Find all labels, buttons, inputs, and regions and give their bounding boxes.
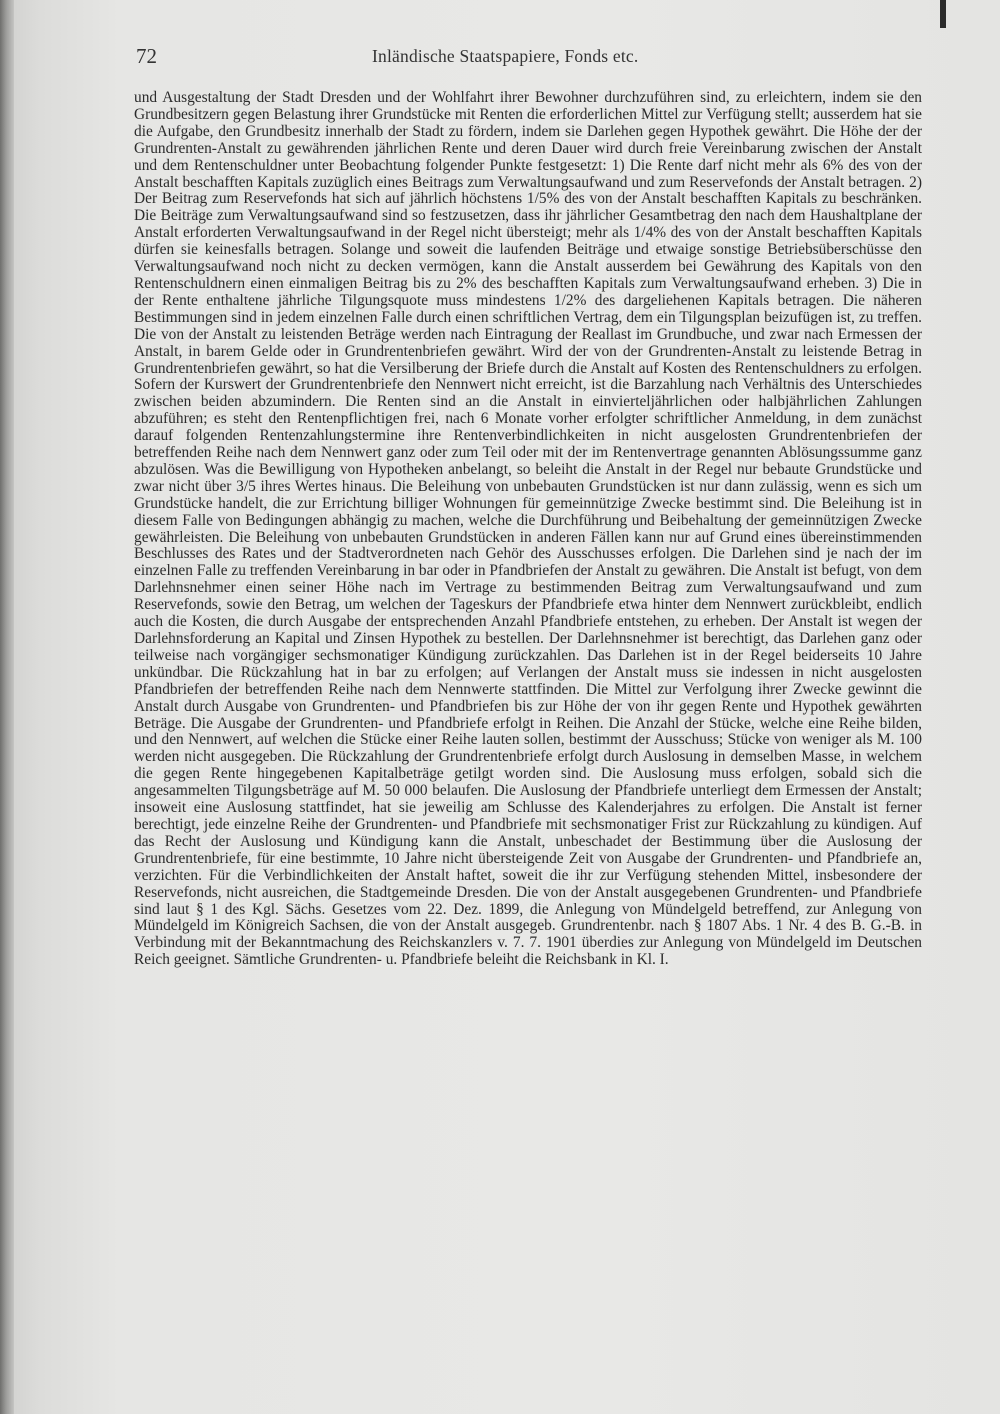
book-binding-shadow — [0, 0, 14, 1414]
scan-edge-mark — [940, 0, 946, 28]
page-number: 72 — [136, 44, 157, 68]
body-paragraph: und Ausgestaltung der Stadt Dresden und der Wohlfahrt ihrer Bewohner durchzuführen sind, zu erleichtern, indem sie den Grundbesitzern gegen Belastung ihrer Grundstücke mit Renten die erforderlichen Mittel zur Verfügung stellt; ausserdem hat sie die Aufgabe, den Grundbesitz innerhalb der Stadt zu fördern, indem sie Darlehen gegen Hypothek gewährt. Die Höhe der der Grundrenten-Anstalt zu gewährenden jährlichen Rente und deren Dauer wird durch freie Vereinbarung zwischen der Anstalt und dem Rentenschuldner unter Beobachtung folgender Punkte festgesetzt: 1) Die Rente darf nicht mehr als 6% des von der Anstalt beschafften Kapitals zuzüglich eines Beitrags zum Verwaltungsaufwand und zum Reservefonds der Anstalt betragen. 2) Der Beitrag zum Reservefonds hat sich auf jährlich höchstens 1/5% des von der Anstalt beschafften Kapitals zu beschränken. Die Beiträge zum Verwaltungsaufwand sind so festzusetzen, dass ihr jährlicher Gesamtbetrag den nach dem Haushaltplane der Anstalt erforderten Verwaltungsaufwand in der Regel nicht übersteigt; mehr als 1/4% des von der Anstalt beschafften Kapitals dürfen sie keinesfalls betragen. Solange und soweit die laufenden Beiträge und etwaige sonstige Betriebsüberschüsse den Verwaltungsaufwand noch nicht zu decken vermögen, kann die Anstalt ausserdem bei Gewährung des Kapitals von den Rentenschuldnern einen einmaligen Beitrag bis zu 2% des beschafften Kapitals zum Verwaltungsaufwand erheben. 3) Die in der Rente enthaltene jährliche Tilgungsquote muss mindestens 1/2% des dargeliehenen Kapitals betragen. Die näheren Bestimmungen sind in jedem einzelnen Falle durch einen schriftlichen Vertrag, dem ein Tilgungsplan beizufügen ist, zu treffen. Die von der Anstalt zu leistenden Beträge werden nach Eintragung der Reallast im Grundbuche, und zwar nach Ermessen der Anstalt, in barem Gelde oder in Grundrentenbriefen gewährt. Wird der von der Grundrenten-Anstalt zu leistende Betrag in Grundrentenbriefen gewährt, so hat die Versilberung der Briefe durch die Anstalt auf Kosten des Rentenschuldners zu erfolgen. Sofern der Kurswert der Grundrentenbriefe den Nennwert nicht erreicht, ist die Barzahlung nach Verhältnis des Unterschiedes zwischen beiden abzumindern. Die Renten sind an die Anstalt in einvierteljährlichen oder halbjährlichen Zahlungen abzuführen; es steht den Rentenpflichtigen frei, nach 6 Monate vorher erfolgter schriftlicher Anmeldung, in dem zunächst darauf folgenden Rentenzahlungstermine ihre Rentenverbindlichkeiten in nicht ausgelosten Grundrentenbriefen der betreffenden Reihe nach dem Nennwert ganz oder zum Teil oder mit der im Rentenvertrage genannten Ablösungssumme ganz abzulösen. Was die Bewilligung von Hypotheken anbelangt, so beleiht die Anstalt in der Regel nur bebaute Grundstücke und zwar nicht über 3/5 ihres Wertes hinaus. Die Beleihung von unbebauten Grundstücken ist nur dann zulässig, wenn es sich um Grundstücke handelt, die zur Errichtung billiger Wohnungen für gemeinnützige Zwecke bestimmt sind. Die Beleihung ist in diesem Falle von Bedingungen abhängig zu machen, welche die Durchführung und Beibehaltung der gemeinnützigen Zwecke gewährleisten. Die Beleihung von unbebauten Grundstücken in anderen Fällen kann nur auf Grund eines übereinstimmenden Beschlusses des Rates und der Stadtverordneten nach Gehör des Ausschusses erfolgen. Die Darlehen sind je nach der im einzelnen Falle zu treffenden Vereinbarung in bar oder in Pfandbriefen der Anstalt zu gewähren. Die Anstalt ist befugt, von dem Darlehnsnehmer einen seiner Höhe nach im Vertrage zu bestimmenden Beitrag zum Verwaltungsaufwand und zum Reservefonds, sowie den Betrag, um welchen der Tageskurs der Pfandbriefe etwa hinter dem Nennwert zurückbleibt, endlich auch die Kosten, die durch Ausgabe der entsprechenden Anzahl Pfandbriefe entstehen, zu erheben. Der Anstalt ist wegen der Darlehnsforderung an Kapital und Zinsen Hypothek zu bestellen. Der Darlehnsnehmer ist berechtigt, das Darlehen ganz oder teilweise nach vorgängiger sechsmonatiger Kündigung zurückzahlen. Das Darlehen ist in der Regel beiderseits 10 Jahre unkündbar. Die Rückzahlung hat in bar zu erfolgen; auf Verlangen der Anstalt muss sie indessen in nicht ausgelosten Pfandbriefen der betreffenden Reihe nach dem Nennwerte stattfinden. Die Mittel zur Verfolgung ihrer Zwecke gewinnt die Anstalt durch Ausgabe von Grundrenten- und Pfandbriefen bis zur Höhe der von ihr gegen Rente und Hypothek gewährten Beträge. Die Ausgabe der Grundrenten- und Pfandbriefe erfolgt in Reihen. Die Anzahl der Stücke, welche eine Reihe bilden, und den Nennwert, auf welchen die Stücke einer Reihe lauten sollen, bestimmt der Ausschuss; Stücke von weniger als M. 100 werden nicht ausgegeben. Die Rückzahlung der Grundrentenbriefe erfolgt durch Auslosung in demselben Masse, in welchem die gegen Rente hingegebenen Kapitalbeträge getilgt worden sind. Die Auslosung muss erfolgen, sobald sich die angesammelten Tilgungsbeträge auf M. 50 000 belaufen. Die Auslosung der Pfandbriefe unterliegt dem Ermessen der Anstalt; insoweit eine Auslosung stattfindet, hat sie jeweilig am Schlusse des Kalenderjahres zu erfolgen. Die Anstalt ist ferner berechtigt, jede einzelne Reihe der Grundrenten- und Pfandbriefe mit sechsmonatiger Frist zur Rückzahlung zu kündigen. Auf das Recht der Auslosung und Kündigung kann die Anstalt, unbeschadet der Bestimmung über die Auslosung der Grundrentenbriefe, für eine bestimmte, 10 Jahre nicht übersteigende Zeit von Ausgabe der Grundrenten- und Pfandbriefe an, verzichten. Für die Verbindlichkeiten der Anstalt haftet, soweit die ihr zur Verfügung stehenden Mittel, insbesondere der Reservefonds, nicht ausreichen, die Stadtgemeinde Dresden. Die von der Anstalt ausgegebenen Grundrenten- und Pfandbriefe sind laut § 1 des Kgl. Sächs. Gesetzes vom 22. Dez. 1899, die Anlegung von Mündelgeld betreffend, zur Anlegung von Mündelgeld im Königreich Sachsen, die von der Anstalt ausgegeb. Grundrentenbr. nach § 1807 Abs. 1 Nr. 4 des B. G.-B. in Verbindung mit der Bekanntmachung des Reichskanzlers v. 7. 7. 1901 überdies zur Anlegung von Mündelgeld im Deutschen Reich geeignet. Sämtliche Grundrenten- u. Pfandbriefe beleiht die Reichsbank in Kl. I. — [134, 89, 922, 969]
body-text — [134, 90, 922, 969]
page-header — [136, 44, 920, 76]
running-title: Inländische Staatspapiere, Fonds etc. — [372, 46, 639, 66]
